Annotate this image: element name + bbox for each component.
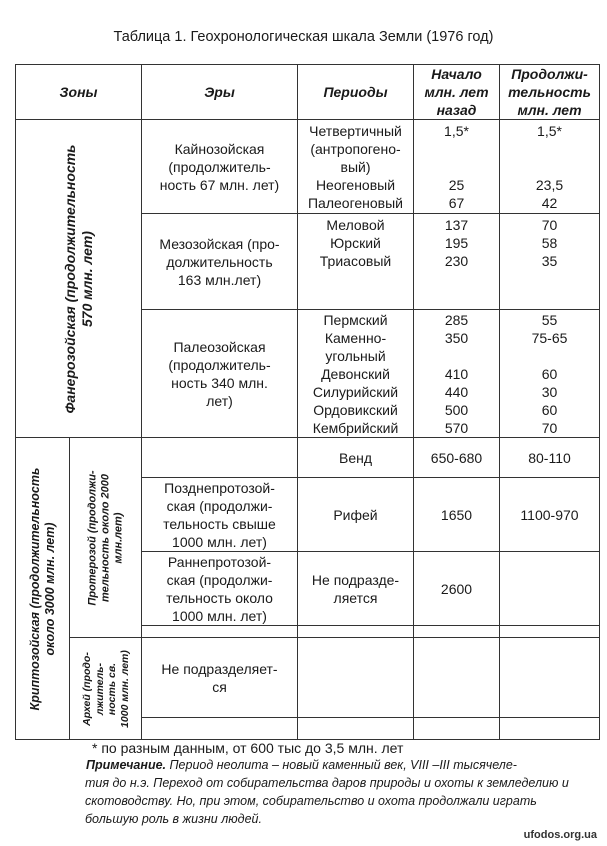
periods-paleozoic: Пермский Каменно- угольный Девонский Силурийский Ордовикский Кембрийский <box>298 310 414 438</box>
period-riphean: Рифей <box>298 478 414 552</box>
start-riphean: 1650 <box>414 478 500 552</box>
duration-archean-empty <box>500 638 600 718</box>
start-early-proterozoic: 2600 <box>414 552 500 626</box>
note-lead: Примечание. <box>86 758 166 772</box>
watermark: ufodos.org.ua <box>523 829 597 841</box>
era-cenozoic: Кайнозойская (продолжитель- ность 67 млн. лет) <box>142 120 298 214</box>
table-row <box>16 120 600 214</box>
header-zones: Зоны <box>16 65 142 120</box>
note-text: Период неолита – новый каменный век, VIII –III тысячеле- <box>169 758 517 772</box>
header-periods: Периоды <box>298 65 414 120</box>
duration-riphean: 1100-970 <box>500 478 600 552</box>
archean-bottom-cell <box>414 718 500 740</box>
start-archean-empty <box>414 638 500 718</box>
era-early-proterozoic: Раннепротозой- ская (продолжи- тельность около 1000 млн. лет) <box>142 552 298 626</box>
era-archean: Не подразделяет- ся <box>142 638 298 718</box>
duration-paleozoic: 55 75-65 60 30 60 70 <box>500 310 600 438</box>
start-mesozoic: 137 195 230 <box>414 214 500 310</box>
duration-cenozoic: 1,5* 23,5 42 <box>500 120 600 214</box>
gap-cell <box>298 626 414 638</box>
zone-cryptozoic: Криптозойская (продолжительность около 3000 млн. лет) <box>16 438 70 740</box>
start-paleozoic: 285 350 410 440 500 570 <box>414 310 500 438</box>
note-line: тия до н.э. Переход от собирательства даров природы и охоты к земледелию и <box>85 776 569 790</box>
header-duration: Продолжи- тельность млн. лет <box>500 65 600 120</box>
header-start: Начало млн. лет назад <box>414 65 500 120</box>
periods-mesozoic: Меловой Юрский Триасовый <box>298 214 414 310</box>
zone-archean: Архей (продо- лжитель- ность св. 1000 млн. лет) <box>70 638 142 740</box>
era-late-proterozoic: Позднепротозой- ская (продолжи- тельность свыше 1000 млн. лет) <box>142 478 298 552</box>
gap-cell <box>500 626 600 638</box>
table-caption: Таблица 1. Геохронологическая шкала Земли (1976 год) <box>113 29 494 45</box>
era-mesozoic: Мезозойская (про- должительность 163 млн.лет) <box>142 214 298 310</box>
note-line: скотоводству. Но, при этом, собирательство и охота продолжали играть <box>85 794 537 808</box>
footnote: * по разным данным, от 600 тыс до 3,5 млн. лет <box>92 740 404 756</box>
start-cenozoic: 1,5* 25 67 <box>414 120 500 214</box>
archean-bottom-cell <box>298 718 414 740</box>
table-row <box>16 638 600 718</box>
period-vend: Венд <box>298 438 414 478</box>
table-row <box>16 438 600 478</box>
note-line: большую роль в жизни людей. <box>85 812 262 826</box>
note <box>86 756 586 828</box>
gap-cell <box>142 626 298 638</box>
era-vend-empty <box>142 438 298 478</box>
period-early-proterozoic: Не подразде- ляется <box>298 552 414 626</box>
header-eras: Эры <box>142 65 298 120</box>
archean-bottom-cell <box>142 718 298 740</box>
period-archean-empty <box>298 638 414 718</box>
era-paleozoic: Палеозойская (продолжитель- ность 340 млн. лет) <box>142 310 298 438</box>
zone-proterozoic: Протерозой (продолжи- тельность около 2000 млн.лет) <box>70 438 142 638</box>
periods-cenozoic: Четвертичный (антропогено- вый) Неогеновый Палеогеновый <box>298 120 414 214</box>
header-row <box>16 65 600 120</box>
zone-phanerozoic: Фанерозойская (продолжительность 570 млн. лет) <box>16 120 142 438</box>
geochronological-table <box>15 64 600 740</box>
gap-cell <box>414 626 500 638</box>
duration-early-proterozoic-empty <box>500 552 600 626</box>
duration-mesozoic: 70 58 35 <box>500 214 600 310</box>
duration-vend: 80-110 <box>500 438 600 478</box>
start-vend: 650-680 <box>414 438 500 478</box>
archean-bottom-cell <box>500 718 600 740</box>
